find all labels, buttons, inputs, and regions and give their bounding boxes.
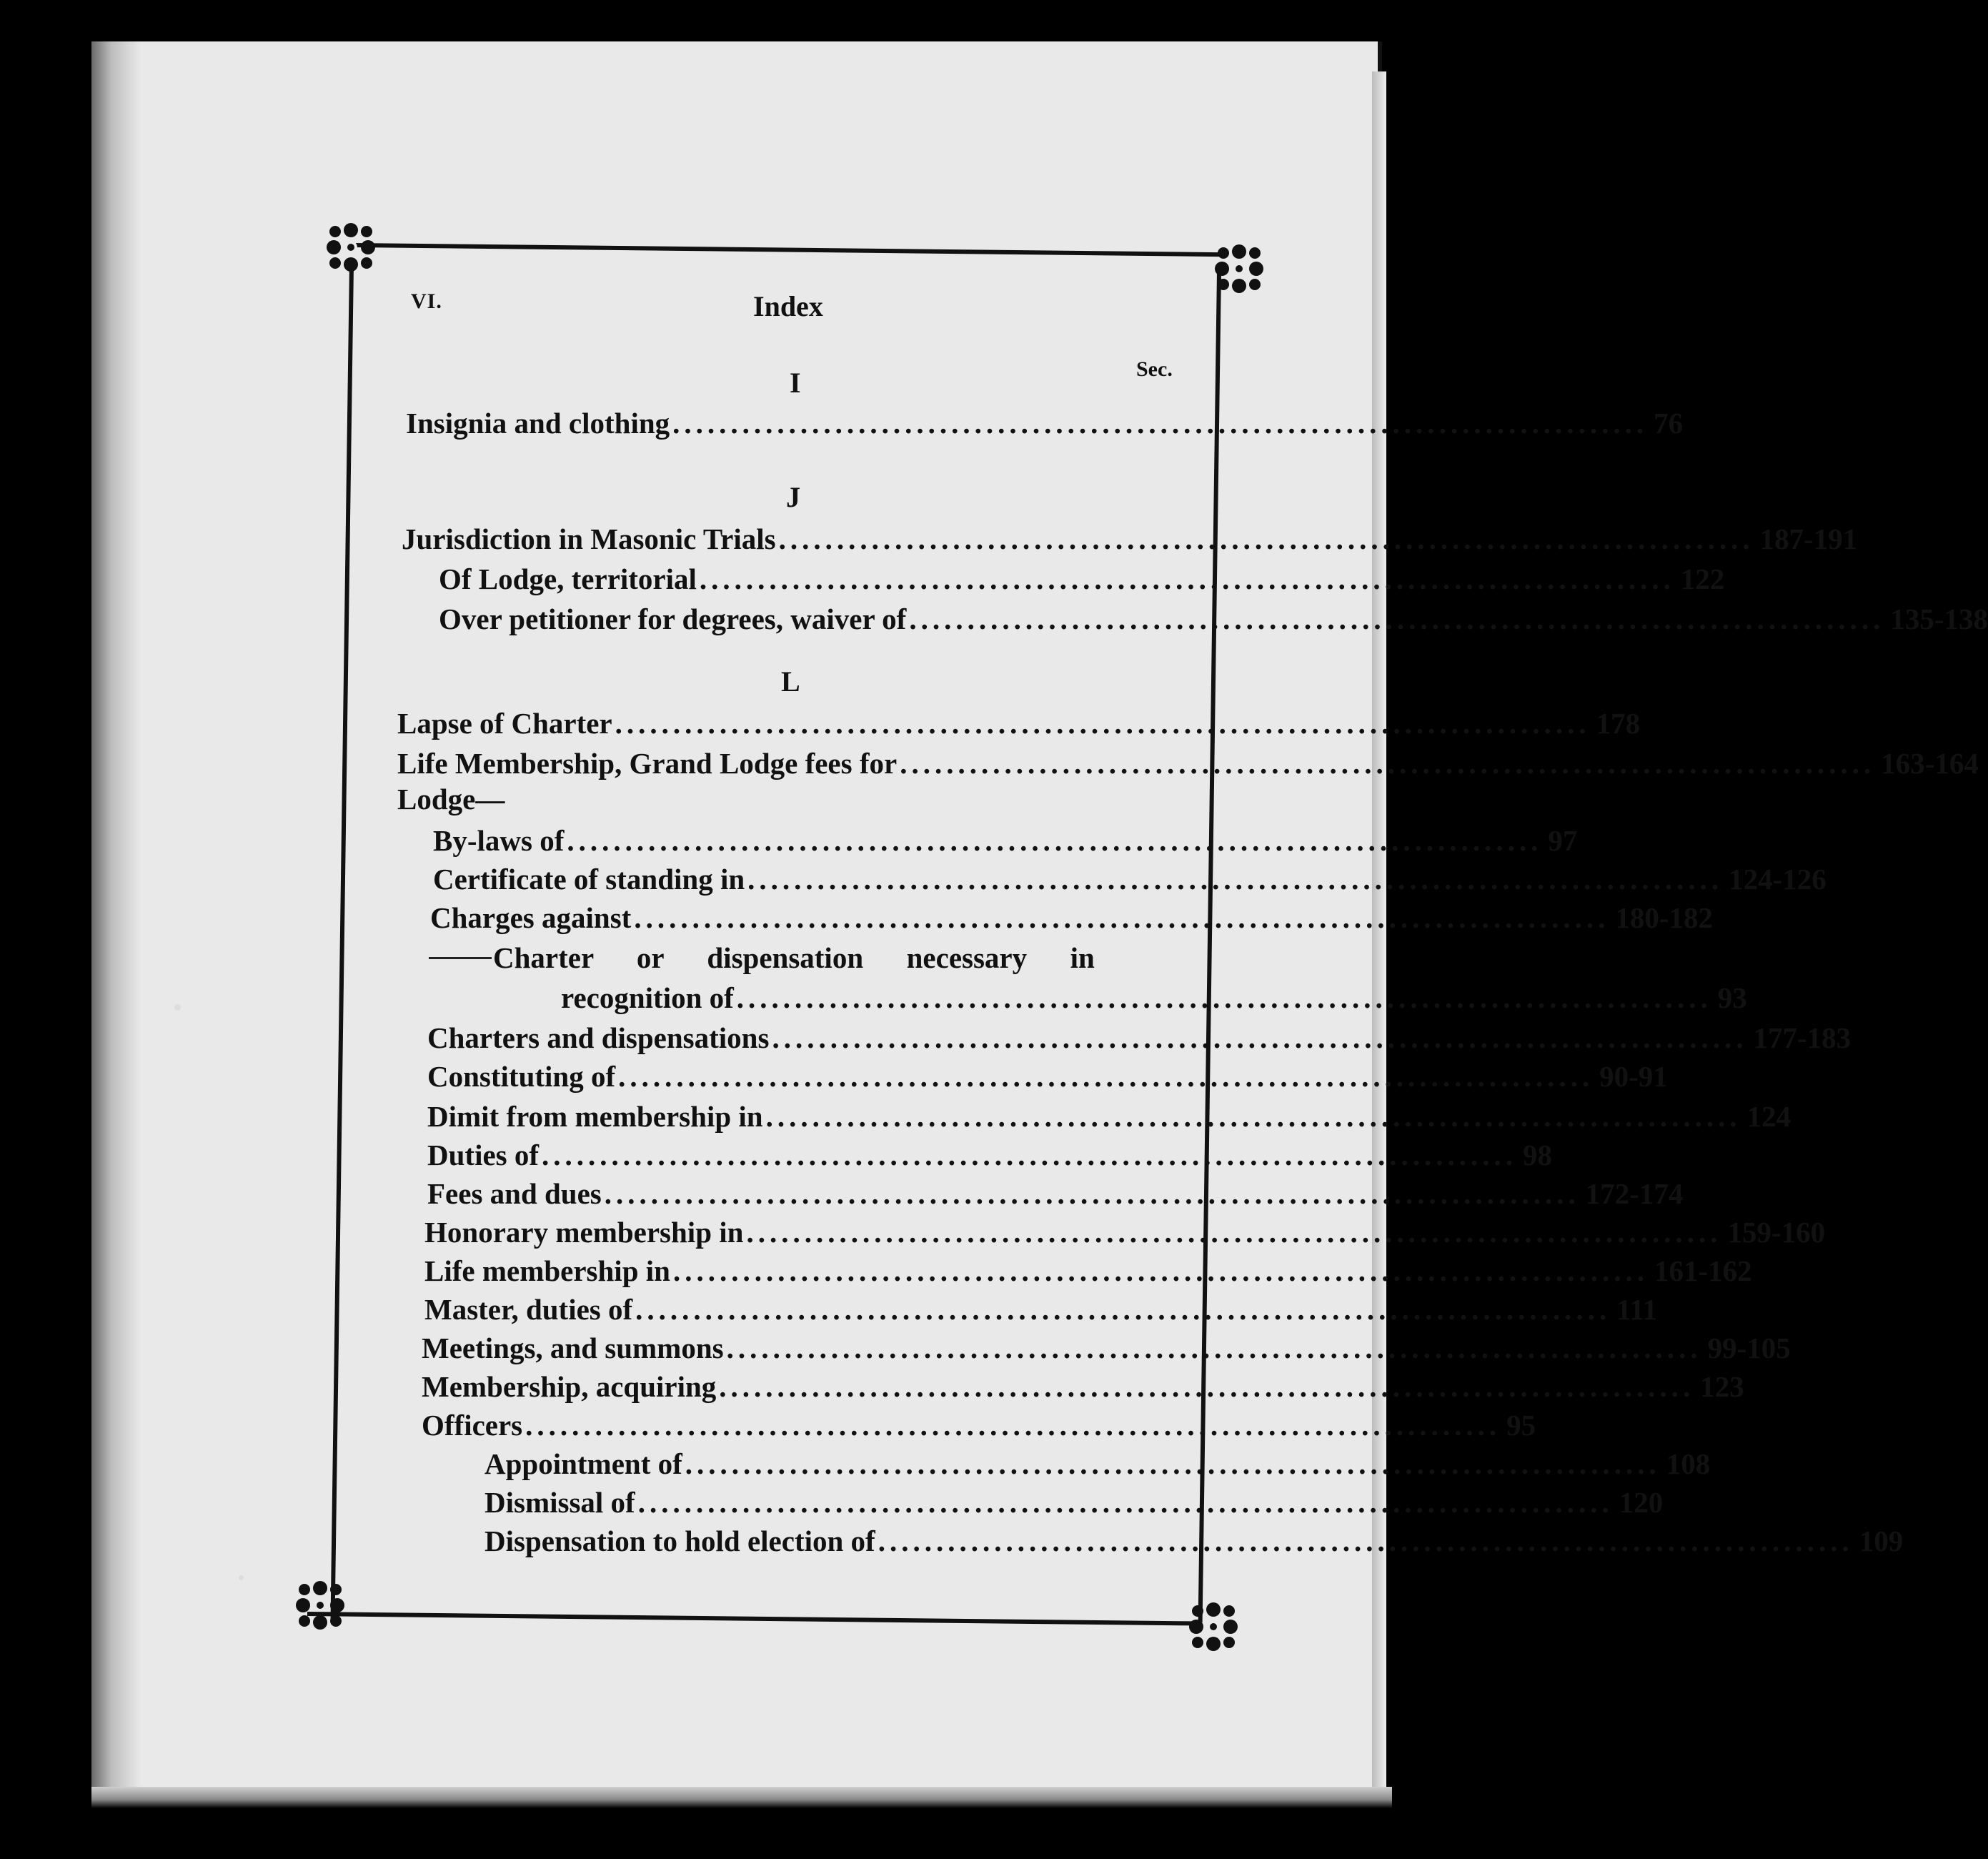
entry-page: 95: [1506, 1409, 1536, 1442]
entry-text: Life membership in: [424, 1254, 670, 1287]
index-entry: [426, 1099, 1791, 1134]
entry-text: Appointment of: [484, 1447, 682, 1480]
entry-text: Certificate of standing in: [433, 863, 745, 896]
index-entry: [483, 1524, 1904, 1558]
speck: [239, 1575, 244, 1580]
index-entry: [420, 1331, 1791, 1365]
entry-text: By-laws of: [433, 824, 565, 857]
entry-page: 124: [1746, 1100, 1791, 1133]
leader-dots: ....................................................................................: [746, 1216, 1722, 1249]
leader-dots: ....................................................................................: [567, 824, 1543, 857]
index-entry: [402, 522, 1858, 556]
leader-dots: ....................................................................................: [525, 1409, 1501, 1442]
entry-text: Over petitioner for degrees, waiver of: [439, 603, 907, 635]
index-entry: [420, 1369, 1744, 1404]
entry-page: 161-162: [1654, 1254, 1752, 1287]
entry-text: Jurisdiction in Masonic Trials: [402, 522, 776, 555]
entry-text: Membership, acquiring: [422, 1370, 717, 1403]
leader-dots: ....................................................................................: [778, 522, 1754, 555]
entry-page: 124-126: [1729, 863, 1827, 896]
entry-page: 108: [1666, 1447, 1711, 1480]
index-entry: [561, 981, 1747, 1015]
index-entry: [423, 1254, 1752, 1288]
index-entry: [426, 1138, 1553, 1172]
corner-ornament-icon: [325, 222, 377, 273]
entry-text: Dispensation to hold election of: [484, 1525, 875, 1557]
entry-page: 172-174: [1585, 1177, 1684, 1210]
entry-text: Officers: [422, 1409, 523, 1442]
entry-page: 187-191: [1759, 522, 1858, 555]
entry-page: 90-91: [1599, 1060, 1668, 1093]
entry-text: Life Membership, Grand Lodge fees for: [397, 747, 898, 780]
index-entry: [432, 823, 1578, 858]
section-letter-i: I: [790, 367, 801, 399]
leader-dots: ....................................................................................: [747, 863, 1724, 896]
entry-text: Insignia and clothing: [406, 407, 670, 440]
entry-page: 177-183: [1753, 1021, 1852, 1054]
entry-text: Charges against: [430, 901, 632, 934]
page-bottom-edge: [91, 1787, 1392, 1808]
entry-page: 120: [1619, 1486, 1664, 1519]
leader-dots: ....................................................................................: [634, 901, 1610, 934]
corner-ornament-icon: [1213, 243, 1265, 294]
entry-page: 99-105: [1707, 1332, 1791, 1364]
frame-left-line: [330, 264, 354, 1622]
page-gutter-shadow: [91, 41, 141, 1800]
index-entry: [423, 1215, 1826, 1249]
index-heading-entry: Lodge—: [397, 783, 505, 816]
entry-page: 76: [1654, 407, 1684, 440]
frame-top-line: [354, 243, 1226, 257]
corner-ornament-icon: [294, 1580, 346, 1631]
speck: [174, 1004, 181, 1011]
entry-page: 111: [1616, 1293, 1658, 1326]
entry-page: 122: [1680, 562, 1725, 595]
entry-text: Duties of: [427, 1139, 540, 1171]
leader-dots: ....................................................................................: [719, 1370, 1695, 1403]
entry-page: 93: [1717, 981, 1747, 1014]
leader-dots: ....................................................................................: [635, 1293, 1611, 1326]
entry-page: 180-182: [1615, 901, 1713, 934]
section-letter-l: L: [781, 665, 800, 698]
leader-dots: ....................................................................................: [736, 981, 1712, 1014]
index-entry: [437, 602, 1988, 636]
leader-dots: ....................................................................................: [685, 1447, 1661, 1480]
leader-dots: ....................................................................................: [672, 407, 1649, 440]
leader-dots: ....................................................................................: [637, 1486, 1614, 1519]
leader-dots: ....................................................................................: [618, 1060, 1594, 1093]
index-entry: [483, 1485, 1664, 1520]
leader-dots: ....................................................................................: [726, 1332, 1702, 1364]
index-entry: [397, 746, 1979, 780]
leader-dots: ....................................................................................: [699, 562, 1675, 595]
folio-number: VI.: [411, 289, 442, 313]
entry-text: Lapse of Charter: [397, 707, 612, 740]
em-dash: [429, 957, 492, 959]
entry-text: Charters and dispensations: [427, 1021, 770, 1054]
leader-dots: ....................................................................................: [878, 1525, 1854, 1557]
entry-text: Of Lodge, territorial: [439, 562, 697, 595]
leader-dots: ....................................................................................: [900, 747, 1876, 780]
entry-page: 97: [1548, 824, 1578, 857]
index-entry-wrapped: [429, 941, 1181, 975]
entry-text: Honorary membership in: [424, 1216, 744, 1249]
leader-dots: ....................................................................................: [604, 1177, 1580, 1210]
index-entry: [420, 1408, 1536, 1442]
leader-dots: ....................................................................................: [909, 603, 1885, 635]
entry-text: Fees and dues: [427, 1177, 602, 1210]
index-entry: [426, 1021, 1852, 1055]
entry-text: Master, duties of: [424, 1293, 633, 1326]
index-entry: [426, 1176, 1684, 1211]
leader-dots: ....................................................................................: [672, 1254, 1649, 1287]
entry-text: recognition of: [561, 981, 734, 1014]
index-entry: [397, 706, 1641, 740]
leader-dots: ....................................................................................: [765, 1100, 1741, 1133]
index-entry: [406, 406, 1684, 440]
entry-text: Meetings, and summons: [422, 1332, 724, 1364]
index-entry: [437, 562, 1725, 596]
index-entry: [483, 1447, 1711, 1481]
entry-text: Dismissal of: [484, 1486, 635, 1519]
leader-dots: ....................................................................................: [772, 1021, 1748, 1054]
entry-text: Dimit from membership in: [427, 1100, 763, 1133]
index-entry: [429, 901, 1713, 935]
entry-page: 135-138: [1890, 603, 1988, 635]
entry-page: 178: [1596, 707, 1641, 740]
entry-text: Charter or dispensation necessary in: [493, 941, 1095, 974]
entry-text: Constituting of: [427, 1060, 616, 1093]
section-column-label: Sec.: [1136, 357, 1173, 381]
section-letter-j: J: [786, 481, 800, 513]
entry-page: 163-164: [1881, 747, 1979, 780]
corner-ornament-icon: [1188, 1601, 1239, 1652]
entry-page: 123: [1700, 1370, 1744, 1403]
entry-page: 109: [1859, 1525, 1904, 1557]
leader-dots: ....................................................................................: [615, 707, 1591, 740]
index-entry: [426, 1059, 1668, 1094]
page-title: Index: [753, 290, 823, 322]
entry-page: 98: [1523, 1139, 1553, 1171]
index-entry: [432, 862, 1827, 896]
leader-dots: ....................................................................................: [542, 1139, 1518, 1171]
entry-page: 159-160: [1727, 1216, 1826, 1249]
index-entry: [423, 1292, 1658, 1327]
